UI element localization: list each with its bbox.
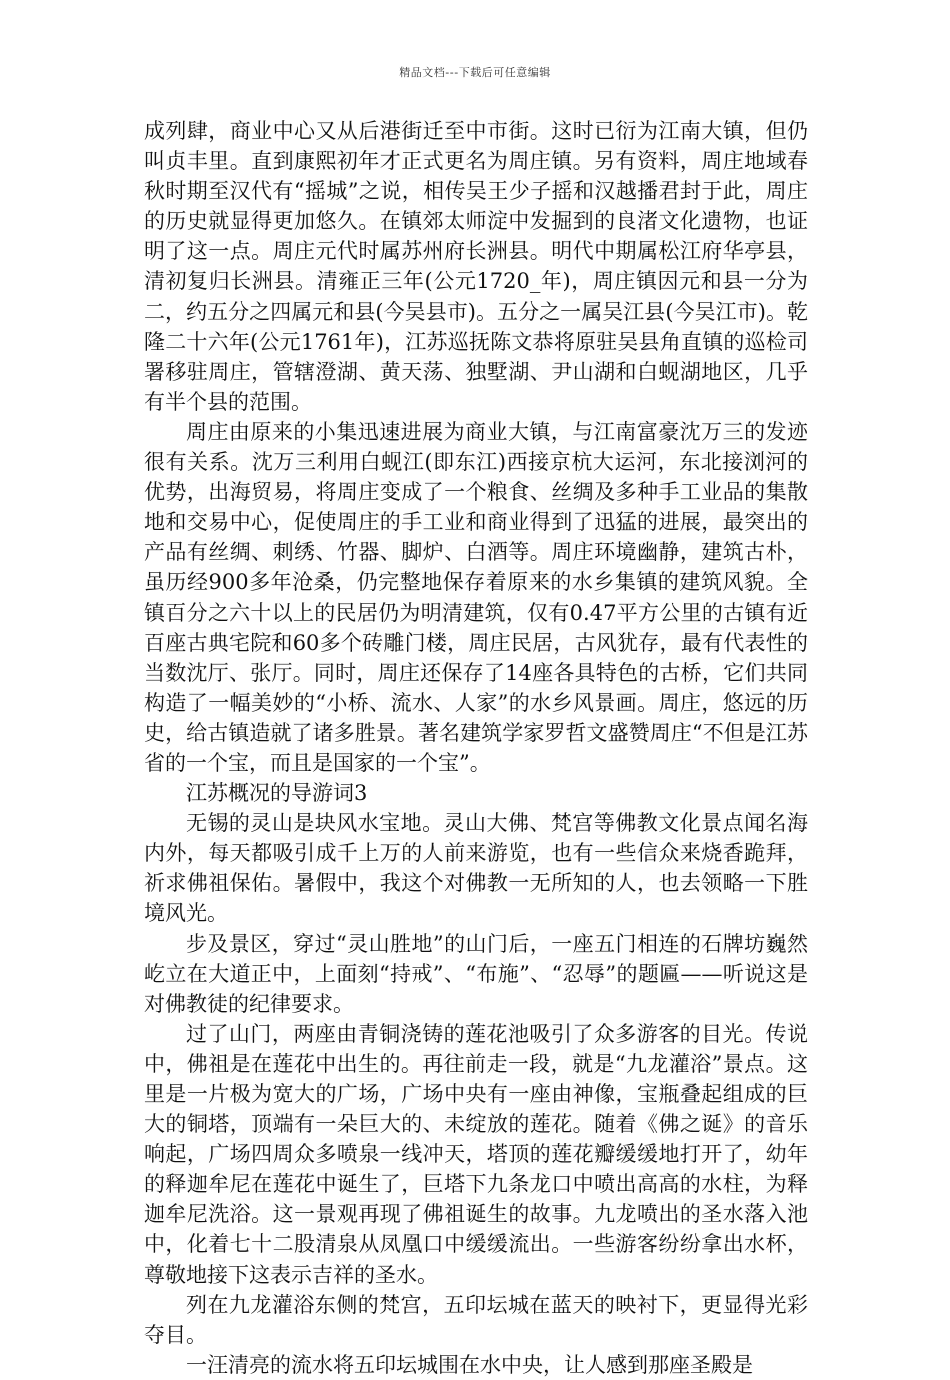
paragraph: 一汪清亮的流水将五印坛城围在水中央，让人感到那座圣殿是 bbox=[186, 1352, 753, 1377]
paragraph: 步及景区，穿过“灵山胜地”的山门后，一座五门相连的石牌坊巍然屹立在大道正中，上面刻“持戒”、“布施”、“忍辱”的题匾——听说这是对佛教徒的纪律要求。 bbox=[144, 931, 808, 1016]
paragraph: 无锡的灵山是块风水宝地。灵山大佛、梵宫等佛教文化景点闻名海内外，每天都吸引成千上万的人前来游览，也有一些信众来烧香跪拜，祈求佛祖保佑。暑假中，我这个对佛教一无所知的人，也去领略一下胜境风光。 bbox=[144, 811, 808, 926]
section-heading: 江苏概况的导游词3 bbox=[186, 781, 368, 806]
document-body bbox=[144, 116, 808, 1380]
paragraph: 周庄由原来的小集迅速进展为商业大镇，与江南富豪沈万三的发迹很有关系。沈万三利用白蚬江(即东江)西接京杭大运河，东北接浏河的优势，出海贸易，将周庄变成了一个粮食、丝绸及多种手工业品的集散地和交易中心，促使周庄的手工业和商业得到了迅猛的进展，最突出的产品有丝绸、刺绣、竹器、脚炉、白酒等。周庄环境幽静，建筑古朴，虽历经900多年沧桑，仍完整地保存着原来的水乡集镇的建筑风貌。全镇百分之六十以上的民居仍为明清建筑，仅有0.47平方公里的古镇有近百座古典宅院和60多个砖雕门楼，周庄民居，古风犹存，最有代表性的当数沈厅、张厅。同时，周庄还保存了14座各具特色的古桥，它们共同构造了一幅美妙的“小桥、流水、人家”的水乡风景画。周庄，悠远的历史，给古镇造就了诸多胜景。著名建筑学家罗哲文盛赞周庄“不但是江苏省的一个宝，而且是国家的一个宝”。 bbox=[144, 419, 808, 775]
paragraph: 成列肆，商业中心又从后港街迁至中市街。这时已衍为江南大镇，但仍叫贞丰里。直到康熙初年才正式更名为周庄镇。另有资料，周庄地域春秋时期至汉代有“摇城”之说，相传吴王少子摇和汉越播君封于此，周庄的历史就显得更加悠久。在镇郊太师淀中发掘到的良渚文化遗物，也证明了这一点。周庄元代时属苏州府长洲县。明代中期属松江府华亭县，清初复归长洲县。清雍正三年(公元1720_年)，周庄镇因元和县一分为二，约五分之四属元和县(今吴县市)。五分之一属吴江县(今吴江市)。乾隆二十六年(公元1761年)，江苏巡抚陈文恭将原驻吴县角直镇的巡检司署移驻周庄，管辖澄湖、黄天荡、独墅湖、尹山湖和白蚬湖地区，几乎有半个县的范围。 bbox=[144, 119, 808, 414]
paragraph: 过了山门，两座由青铜浇铸的莲花池吸引了众多游客的目光。传说中，佛祖是在莲花中出生的。再往前走一段，就是“九龙灌浴”景点。这里是一片极为宽大的广场，广场中央有一座由神像，宝瓶叠起组成的巨大的铜塔，顶端有一朵巨大的、未绽放的莲花。随着《佛之诞》的音乐响起，广场四周众多喷泉一线冲天，塔顶的莲花瓣缓缓地打开了，幼年的释迦牟尼在莲花中诞生了，巨塔下九条龙口中喷出高高的水柱，为释迦牟尼洗浴。这一景观再现了佛祖诞生的故事。九龙喷出的圣水落入池中，化着七十二股清泉从凤凰口中缓缓流出。一些游客纷纷拿出水杯，尊敬地接下这表示吉祥的圣水。 bbox=[144, 1021, 808, 1287]
paragraph: 列在九龙灌浴东侧的梵宫，五印坛城在蓝天的映衬下，更显得光彩夺目。 bbox=[144, 1292, 808, 1347]
page-header: 精品文档---下载后可任意编辑 bbox=[399, 66, 551, 79]
